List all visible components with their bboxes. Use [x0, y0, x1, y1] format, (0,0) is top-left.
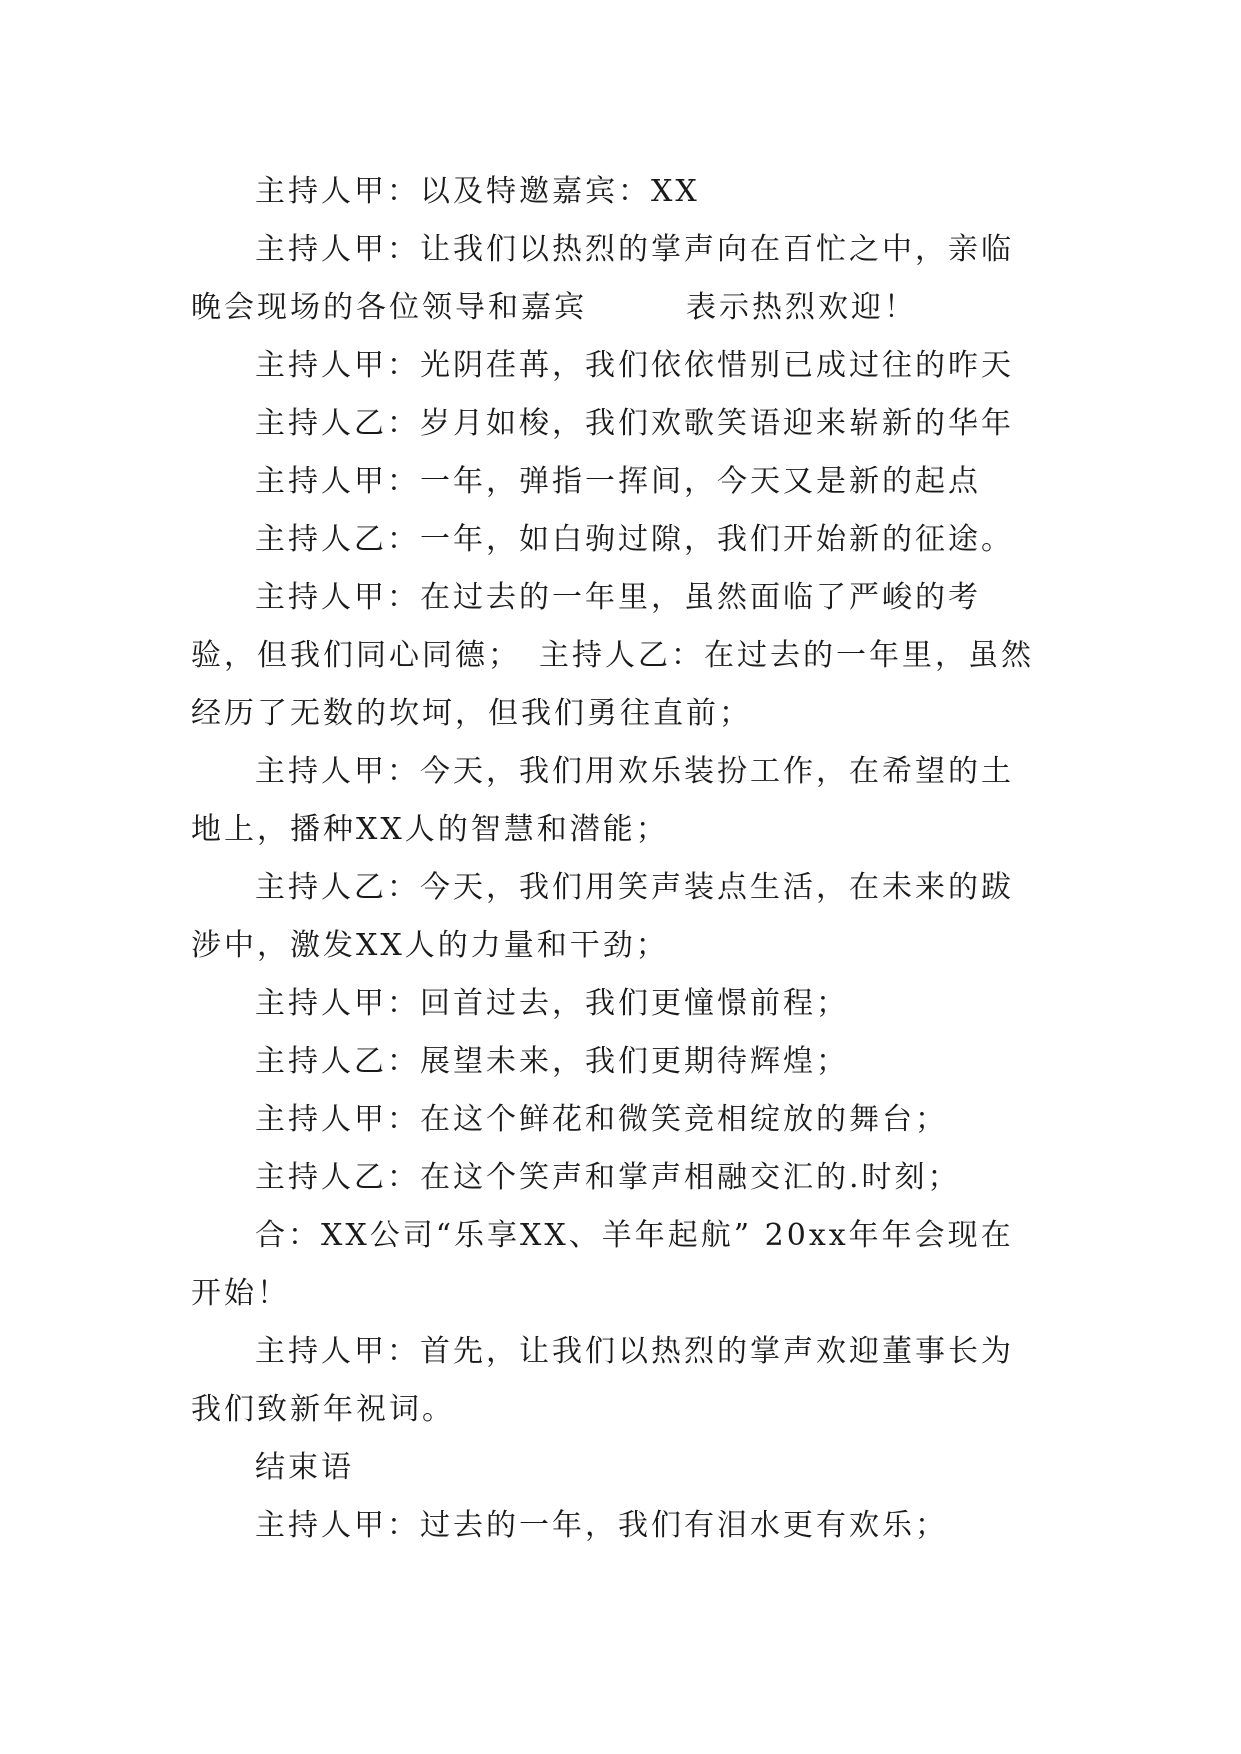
paragraph-host-a-welcome: 主持人甲：让我们以热烈的掌声向在百忙之中，亲临晚会现场的各位领导和嘉宾 表示热烈欢迎！: [191, 232, 1014, 325]
paragraph-host-b-one-year: 主持人乙：一年，如白驹过隙，我们开始新的征途。: [255, 522, 1014, 557]
paragraph-host-a-closing: 主持人甲：过去的一年，我们有泪水更有欢乐；: [255, 1508, 948, 1543]
paragraph-host-b-moment: 主持人乙：在这个笑声和掌声相融交汇的.时刻；: [255, 1160, 961, 1195]
paragraph-host-a-guest: 主持人甲：以及特邀嘉宾：XX: [255, 174, 700, 209]
section-heading-closing: 结束语: [255, 1450, 354, 1485]
paragraph-host-a-look-back: 主持人甲：回首过去，我们更憧憬前程；: [255, 986, 849, 1021]
paragraph-host-a-chairman: 主持人甲：首先，让我们以热烈的掌声欢迎董事长为我们致新年祝词。: [191, 1334, 1014, 1427]
paragraph-host-b-today: 主持人乙：今天，我们用笑声装点生活，在未来的跋涉中，激发XX人的力量和干劲；: [191, 870, 1014, 963]
paragraph-together-opening: 合：XX公司“乐享XX、羊年起航” 20xx年年会现在开始！: [191, 1218, 1014, 1311]
paragraph-past-year: 主持人甲：在过去的一年里，虽然面临了严峻的考验，但我们同心同德； 主持人乙：在过去的一年里，虽然经历了无数的坎坷，但我们勇往直前；: [191, 580, 1034, 731]
paragraph-host-b-years: 主持人乙：岁月如梭，我们欢歌笑语迎来崭新的华年: [255, 406, 1014, 441]
document-body: [191, 163, 1046, 1555]
paragraph-host-a-stage: 主持人甲：在这个鲜花和微笑竞相绽放的舞台；: [255, 1102, 948, 1137]
paragraph-host-b-look-ahead: 主持人乙：展望未来，我们更期待辉煌；: [255, 1044, 849, 1079]
paragraph-host-a-time: 主持人甲：光阴荏苒，我们依依惜别已成过往的昨天: [255, 348, 1014, 383]
paragraph-host-a-one-year: 主持人甲：一年，弹指一挥间，今天又是新的起点: [255, 464, 981, 499]
paragraph-host-a-today: 主持人甲：今天，我们用欢乐装扮工作，在希望的土地上，播种XX人的智慧和潜能；: [191, 754, 1014, 847]
